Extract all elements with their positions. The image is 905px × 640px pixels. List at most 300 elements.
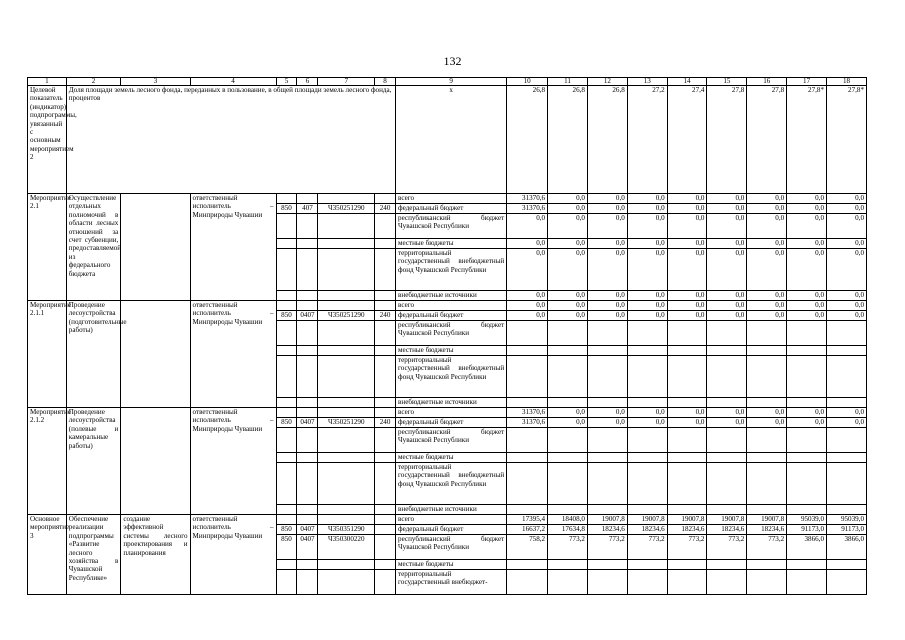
funding-value: 31370,6 (507, 408, 548, 418)
funding-value: 0,0 (827, 239, 867, 249)
column-number: 17 (787, 78, 827, 86)
funding-value: 18234,6 (747, 525, 787, 535)
funding-value (787, 321, 827, 346)
funding-value: 0,0 (827, 194, 867, 204)
code-grbs (276, 463, 297, 505)
funding-value (627, 505, 667, 515)
code-target-article (318, 463, 375, 505)
funding-value (827, 560, 867, 570)
funding-value: 31370,6 (507, 204, 548, 214)
column-number-row (28, 78, 867, 86)
funding-value: 0,0 (747, 204, 787, 214)
funding-source: всего (396, 194, 507, 204)
funding-value: 773,2 (548, 535, 588, 560)
funding-value: 0,0 (507, 291, 548, 301)
indicator-row (28, 86, 867, 194)
funding-source: территориальный государственный внебюджетный фонд Чувашской Республики (396, 249, 507, 291)
code-section (297, 214, 318, 239)
code-section: 0407 (297, 525, 318, 535)
funding-value (747, 398, 787, 408)
funding-value (548, 346, 588, 356)
funding-value (587, 428, 627, 453)
funding-value (548, 398, 588, 408)
measure-goal: создание эффективной системы лесного проектирования и планирования (121, 515, 190, 595)
funding-value: 0,0 (587, 408, 627, 418)
code-expense-type (375, 194, 396, 204)
code-section (297, 428, 318, 453)
funding-value: 31370,6 (507, 194, 548, 204)
code-target-article: Ч350251290 (318, 418, 375, 428)
funding-value (548, 428, 588, 453)
code-section (297, 453, 318, 463)
code-grbs (276, 398, 297, 408)
column-number: 5 (276, 78, 297, 86)
funding-value: 0,0 (787, 408, 827, 418)
funding-value (707, 356, 747, 398)
funding-value (787, 463, 827, 505)
funding-value: 0,0 (548, 408, 588, 418)
column-number: 15 (707, 78, 747, 86)
column-number: 3 (121, 78, 190, 86)
funding-value (507, 321, 548, 346)
code-expense-type: 240 (375, 418, 396, 428)
funding-value: 17395,4 (507, 515, 548, 525)
funding-value (747, 356, 787, 398)
funding-value: 0,0 (787, 239, 827, 249)
funding-value: 0,0 (548, 418, 588, 428)
code-grbs (276, 356, 297, 398)
funding-value: 0,0 (507, 301, 548, 311)
funding-value (827, 453, 867, 463)
code-target-article (318, 505, 375, 515)
funding-value (747, 463, 787, 505)
funding-value: 758,2 (507, 535, 548, 560)
code-expense-type (375, 408, 396, 418)
code-section (297, 398, 318, 408)
code-target-article (318, 398, 375, 408)
funding-value: 31370,6 (507, 418, 548, 428)
funding-value: 0,0 (787, 249, 827, 291)
code-section: 0407 (297, 418, 318, 428)
funding-value: 95039,0 (827, 515, 867, 525)
funding-value: 0,0 (667, 214, 707, 239)
funding-value (667, 356, 707, 398)
funding-value: 773,2 (707, 535, 747, 560)
funding-value: 0,0 (827, 204, 867, 214)
code-section (297, 249, 318, 291)
funding-value: 0,0 (707, 194, 747, 204)
code-target-article (318, 515, 375, 525)
funding-value: 0,0 (707, 204, 747, 214)
funding-source: территориальный государственный внебюджет- (396, 570, 507, 595)
indicator-value: 27,2 (627, 86, 667, 194)
code-section (297, 194, 318, 204)
funding-source: местные бюджеты (396, 560, 507, 570)
funding-value: 0,0 (787, 204, 827, 214)
code-grbs (276, 515, 297, 525)
budget-table (27, 77, 867, 595)
funding-value: 0,0 (787, 194, 827, 204)
funding-source: территориальный государственный внебюджетный фонд Чувашской Республики (396, 356, 507, 398)
funding-value: 0,0 (627, 239, 667, 249)
code-grbs: 850 (276, 204, 297, 214)
funding-value: 0,0 (667, 291, 707, 301)
funding-value (587, 570, 627, 595)
code-grbs (276, 560, 297, 570)
column-number: 4 (190, 78, 276, 86)
funding-value: 0,0 (667, 311, 707, 321)
code-expense-type (375, 428, 396, 453)
funding-value (667, 463, 707, 505)
funding-value (827, 398, 867, 408)
funding-value: 0,0 (627, 408, 667, 418)
funding-value: 0,0 (667, 301, 707, 311)
funding-value (587, 505, 627, 515)
indicator-value: 27,8 (747, 86, 787, 194)
indicator-value: 27,8* (827, 86, 867, 194)
funding-value: 0,0 (667, 408, 707, 418)
code-expense-type: 240 (375, 311, 396, 321)
funding-value (548, 560, 588, 570)
funding-value: 0,0 (627, 249, 667, 291)
funding-value: 0,0 (548, 291, 588, 301)
funding-value: 0,0 (587, 301, 627, 311)
funding-value: 0,0 (667, 418, 707, 428)
funding-value (707, 560, 747, 570)
funding-value (827, 321, 867, 346)
funding-source: всего (396, 408, 507, 418)
code-expense-type (375, 535, 396, 560)
funding-value: 18234,6 (587, 525, 627, 535)
funding-value (627, 453, 667, 463)
code-expense-type (375, 560, 396, 570)
code-grbs (276, 239, 297, 249)
funding-value (667, 321, 707, 346)
funding-value: 17634,8 (548, 525, 588, 535)
measure-executor: ответственный исполнитель – Минприроды Чувашии (190, 408, 276, 515)
funding-value (707, 505, 747, 515)
column-number: 1 (28, 78, 67, 86)
funding-value (747, 428, 787, 453)
funding-value (787, 428, 827, 453)
funding-value (747, 570, 787, 595)
funding-value (707, 428, 747, 453)
code-expense-type (375, 463, 396, 505)
funding-value (747, 321, 787, 346)
funding-value (627, 463, 667, 505)
funding-value: 0,0 (667, 204, 707, 214)
column-number: 14 (667, 78, 707, 86)
funding-value (548, 453, 588, 463)
measure-goal (121, 301, 190, 408)
code-grbs (276, 505, 297, 515)
column-number: 7 (318, 78, 375, 86)
funding-value (827, 463, 867, 505)
code-expense-type (375, 505, 396, 515)
funding-value: 0,0 (747, 311, 787, 321)
funding-value: 0,0 (827, 311, 867, 321)
funding-value: 0,0 (667, 194, 707, 204)
indicator-label: Целевой показатель (индикатор) подпрограммы, увязанный с основным мероприятием 2 (28, 86, 67, 194)
code-grbs (276, 408, 297, 418)
funding-value: 0,0 (787, 214, 827, 239)
code-section (297, 560, 318, 570)
funding-source: всего (396, 515, 507, 525)
funding-value: 3866,0 (827, 535, 867, 560)
funding-value: 0,0 (707, 301, 747, 311)
indicator-value: 26,8 (548, 86, 588, 194)
funding-value (667, 505, 707, 515)
measure-id: Мероприятие 2.1 (28, 194, 67, 301)
code-section (297, 515, 318, 525)
table-row (28, 515, 867, 525)
code-target-article (318, 194, 375, 204)
funding-value: 0,0 (627, 214, 667, 239)
code-expense-type (375, 525, 396, 535)
column-number: 9 (396, 78, 507, 86)
funding-value: 0,0 (587, 311, 627, 321)
funding-value (787, 356, 827, 398)
funding-source: федеральный бюджет (396, 525, 507, 535)
code-expense-type (375, 291, 396, 301)
funding-value (667, 428, 707, 453)
code-grbs: 850 (276, 525, 297, 535)
funding-value (507, 428, 548, 453)
code-grbs (276, 214, 297, 239)
column-number: 12 (587, 78, 627, 86)
funding-value: 0,0 (747, 239, 787, 249)
code-expense-type (375, 356, 396, 398)
funding-value (747, 346, 787, 356)
code-target-article (318, 428, 375, 453)
funding-value (827, 428, 867, 453)
funding-value: 0,0 (707, 311, 747, 321)
funding-value: 0,0 (707, 418, 747, 428)
measure-id: Мероприятие 2.1.2 (28, 408, 67, 515)
funding-value: 0,0 (507, 249, 548, 291)
funding-value: 0,0 (587, 291, 627, 301)
funding-value: 773,2 (747, 535, 787, 560)
funding-value (827, 356, 867, 398)
funding-value (667, 398, 707, 408)
column-number: 2 (66, 78, 121, 86)
funding-value (707, 570, 747, 595)
measure-name: Проведение лесоустройства (подготовительные работы) (66, 301, 121, 408)
funding-value (627, 398, 667, 408)
funding-value (507, 570, 548, 595)
code-target-article (318, 570, 375, 595)
funding-value: 0,0 (548, 239, 588, 249)
indicator-x: x (396, 86, 507, 194)
code-expense-type (375, 301, 396, 311)
table-row (28, 301, 867, 311)
indicator-value: 26,8 (507, 86, 548, 194)
funding-value: 773,2 (627, 535, 667, 560)
funding-value: 0,0 (787, 311, 827, 321)
code-expense-type: 240 (375, 204, 396, 214)
measure-name: Обеспечение реализации подпрограммы «Развитие лесного хозяйства в Чувашской Республике» (66, 515, 121, 595)
funding-value (587, 321, 627, 346)
funding-value: 0,0 (707, 291, 747, 301)
code-grbs (276, 570, 297, 595)
code-section (297, 301, 318, 311)
code-target-article (318, 249, 375, 291)
funding-value (787, 570, 827, 595)
funding-value (548, 321, 588, 346)
funding-value: 0,0 (587, 214, 627, 239)
funding-value (747, 560, 787, 570)
indicator-value: 27,4 (667, 86, 707, 194)
funding-value (707, 321, 747, 346)
funding-value (507, 398, 548, 408)
funding-value: 0,0 (587, 249, 627, 291)
funding-value: 18408,0 (548, 515, 588, 525)
funding-value: 0,0 (747, 214, 787, 239)
funding-value (627, 321, 667, 346)
funding-value (548, 356, 588, 398)
code-section: 0407 (297, 535, 318, 560)
code-target-article: Ч350300220 (318, 535, 375, 560)
funding-value (548, 463, 588, 505)
funding-value (627, 346, 667, 356)
code-expense-type (375, 249, 396, 291)
funding-source: республиканский бюджет Чувашской Республики (396, 214, 507, 239)
code-expense-type (375, 570, 396, 595)
measure-name: Осуществление отдельных полномочий в области лесных отношений за счет субвенции, предоставляемой из федерального бюджета (66, 194, 121, 301)
funding-value (507, 463, 548, 505)
column-number: 8 (375, 78, 396, 86)
funding-value (587, 463, 627, 505)
code-expense-type (375, 239, 396, 249)
funding-source: территориальный государственный внебюджетный фонд Чувашской Республики (396, 463, 507, 505)
funding-value: 19007,8 (667, 515, 707, 525)
funding-value (548, 505, 588, 515)
funding-value: 0,0 (747, 291, 787, 301)
measure-executor: ответственный исполнитель – Минприроды Чувашии (190, 301, 276, 408)
code-expense-type (375, 214, 396, 239)
funding-value: 0,0 (627, 204, 667, 214)
table-row (28, 408, 867, 418)
funding-value (747, 505, 787, 515)
code-target-article (318, 408, 375, 418)
funding-value: 19007,8 (627, 515, 667, 525)
table-row (28, 194, 867, 204)
funding-source: республиканский бюджет Чувашской Республики (396, 428, 507, 453)
funding-value (507, 453, 548, 463)
code-grbs (276, 291, 297, 301)
code-section (297, 346, 318, 356)
measure-executor: ответственный исполнитель – Минприроды Чувашии (190, 194, 276, 301)
funding-value: 0,0 (747, 194, 787, 204)
funding-value (787, 560, 827, 570)
funding-value: 0,0 (587, 239, 627, 249)
code-target-article (318, 239, 375, 249)
funding-value (787, 346, 827, 356)
code-grbs (276, 453, 297, 463)
funding-source: федеральный бюджет (396, 204, 507, 214)
funding-value: 0,0 (827, 301, 867, 311)
indicator-value: 27,8 (707, 86, 747, 194)
funding-source: республиканский бюджет Чувашской Республики (396, 321, 507, 346)
code-grbs (276, 321, 297, 346)
funding-value (507, 356, 548, 398)
funding-value: 3866,0 (787, 535, 827, 560)
funding-source: всего (396, 301, 507, 311)
code-grbs: 850 (276, 311, 297, 321)
funding-value: 0,0 (707, 408, 747, 418)
funding-value (827, 505, 867, 515)
funding-value: 0,0 (747, 301, 787, 311)
code-section (297, 463, 318, 505)
code-target-article: Ч350251290 (318, 204, 375, 214)
code-target-article (318, 321, 375, 346)
funding-value: 18234,6 (667, 525, 707, 535)
funding-value (587, 560, 627, 570)
funding-value (507, 346, 548, 356)
code-section (297, 505, 318, 515)
funding-value: 95039,0 (787, 515, 827, 525)
funding-value: 0,0 (707, 249, 747, 291)
code-section (297, 570, 318, 595)
funding-value (707, 463, 747, 505)
funding-value: 0,0 (747, 249, 787, 291)
code-expense-type (375, 398, 396, 408)
funding-value: 19007,8 (707, 515, 747, 525)
funding-value: 0,0 (548, 301, 588, 311)
funding-value (787, 398, 827, 408)
funding-source: местные бюджеты (396, 346, 507, 356)
funding-value: 0,0 (548, 214, 588, 239)
funding-value: 0,0 (548, 204, 588, 214)
funding-value (627, 428, 667, 453)
funding-value: 19007,8 (587, 515, 627, 525)
code-grbs: 850 (276, 535, 297, 560)
funding-value: 19007,8 (747, 515, 787, 525)
column-number: 13 (627, 78, 667, 86)
funding-value: 0,0 (747, 408, 787, 418)
funding-value (707, 398, 747, 408)
funding-value (587, 346, 627, 356)
code-grbs (276, 346, 297, 356)
funding-value: 0,0 (747, 418, 787, 428)
funding-value: 0,0 (548, 311, 588, 321)
measure-goal (121, 194, 190, 301)
funding-value (667, 560, 707, 570)
measure-name: Проведение лесоустройства (полевые и камеральные работы) (66, 408, 121, 515)
page-number: 132 (443, 54, 462, 68)
measure-executor: ответственный исполнитель – Минприроды Чувашии (190, 515, 276, 595)
funding-value: 0,0 (507, 214, 548, 239)
funding-value (507, 560, 548, 570)
code-target-article (318, 346, 375, 356)
funding-value: 0,0 (787, 418, 827, 428)
funding-value: 0,0 (627, 418, 667, 428)
column-number: 11 (548, 78, 588, 86)
funding-value (507, 505, 548, 515)
funding-value: 0,0 (587, 204, 627, 214)
code-target-article (318, 214, 375, 239)
funding-value: 0,0 (627, 301, 667, 311)
funding-value (587, 453, 627, 463)
code-section (297, 356, 318, 398)
funding-value (627, 560, 667, 570)
funding-value: 0,0 (787, 291, 827, 301)
funding-value (787, 453, 827, 463)
funding-value (827, 570, 867, 595)
funding-value (587, 398, 627, 408)
indicator-value: 27,8* (787, 86, 827, 194)
funding-value (827, 346, 867, 356)
